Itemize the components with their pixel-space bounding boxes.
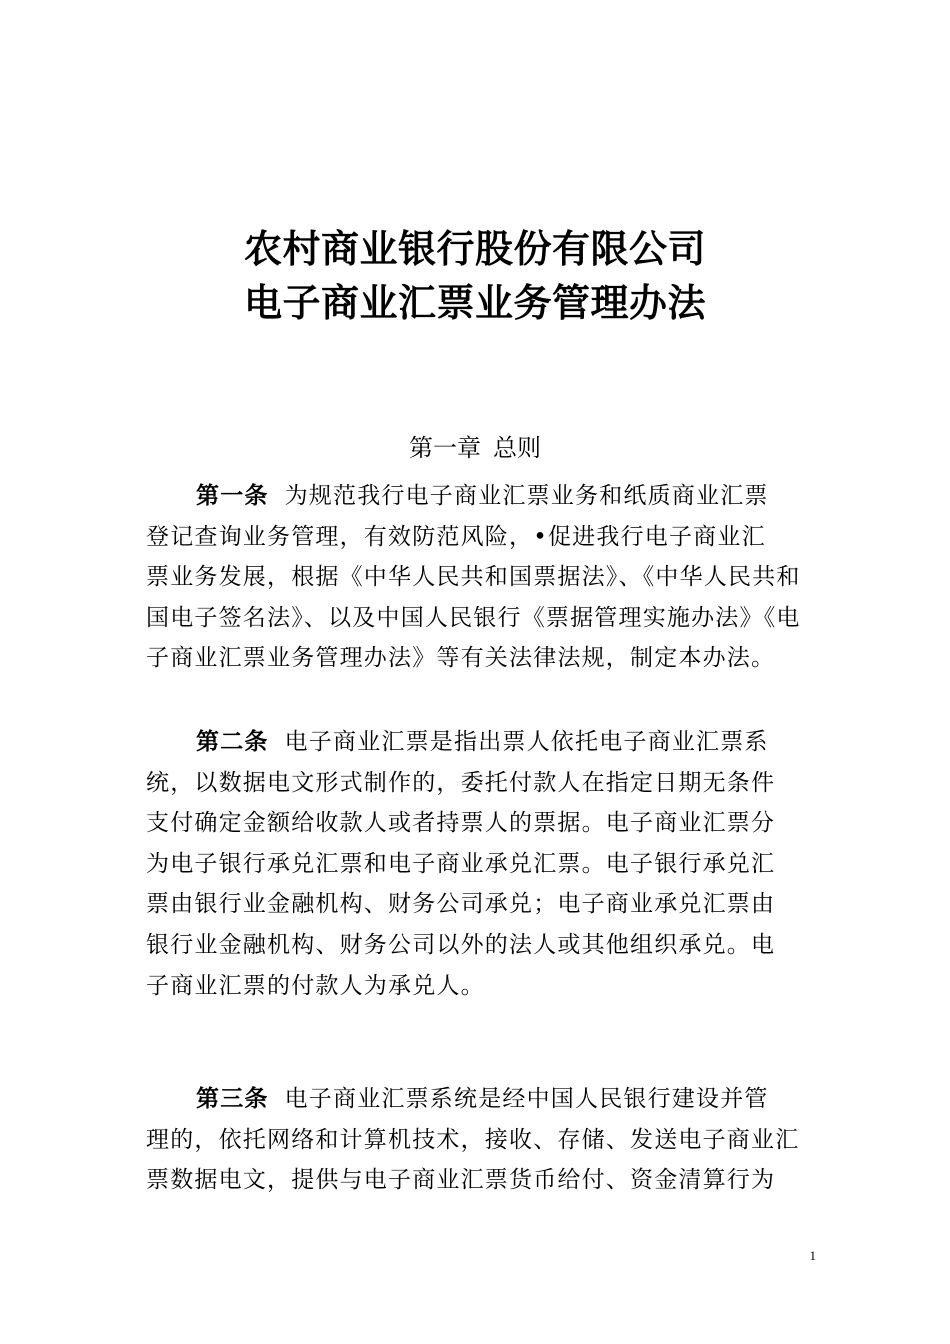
article-text: 票数据电文，提供与电子商业汇票货币给付、资金清算行为: [146, 1167, 776, 1194]
article-3: [146, 1079, 806, 1201]
article-text: 票业务发展，根据《中华人民共和国票据法》、《中华人民共和: [146, 564, 801, 591]
article-text: 票由银行业金融机构、财务公司承兑；电子商业承兑汇票由: [146, 891, 776, 918]
document-title: [0, 222, 950, 330]
article-text: 统，以数据电文形式制作的，委托付款人在指定日期无条件: [146, 769, 776, 796]
article-text: 为规范我行电子商业汇票业务和纸质商业汇票: [284, 483, 769, 509]
article-text: 为电子银行承兑汇票和电子商业承兑汇票。电子银行承兑汇: [146, 850, 776, 877]
article-text: 子商业汇票的付款人为承兑人。: [146, 972, 485, 999]
article-text: 国电子签名法》、以及中国人民银行《票据管理实施办法》《电: [146, 604, 801, 631]
article-1: [146, 476, 806, 679]
article-text: 银行业金融机构、财务公司以外的法人或其他组织承兑。电: [146, 931, 776, 958]
chapter-name: 总则: [493, 434, 541, 462]
article-2: [146, 722, 806, 1006]
article-text: 理的，依托网络和计算机技术，接收、存储、发送电子商业汇: [146, 1126, 800, 1153]
article-1-line-1: [146, 476, 806, 517]
article-3-label: 第三条: [196, 1086, 269, 1112]
article-text: 登记查询业务管理，有效防范风险，•促进我行电子商业汇: [146, 523, 766, 550]
page-number: 1: [809, 1248, 816, 1263]
chapter-number: 第一章: [409, 434, 481, 462]
article-2-line-1: [146, 722, 806, 763]
title-line-2: 电子商业汇票业务管理办法: [243, 280, 706, 325]
article-text: 电子商业汇票是指出票人依托电子商业汇票系: [284, 729, 769, 755]
article-text: 电子商业汇票系统是经中国人民银行建设并管: [284, 1086, 769, 1112]
article-2-label: 第二条: [196, 729, 269, 755]
article-text: 子商业汇票业务管理办法》等有关法律法规，制定本办法。: [146, 645, 776, 672]
article-1-label: 第一条: [196, 483, 269, 509]
article-text: 支付确定金额给收款人或者持票人的票据。电子商业汇票分: [146, 810, 776, 837]
title-line-1: 农村商业银行股份有限公司: [243, 226, 706, 271]
chapter-heading: [0, 432, 950, 464]
article-3-line-1: [146, 1079, 806, 1120]
